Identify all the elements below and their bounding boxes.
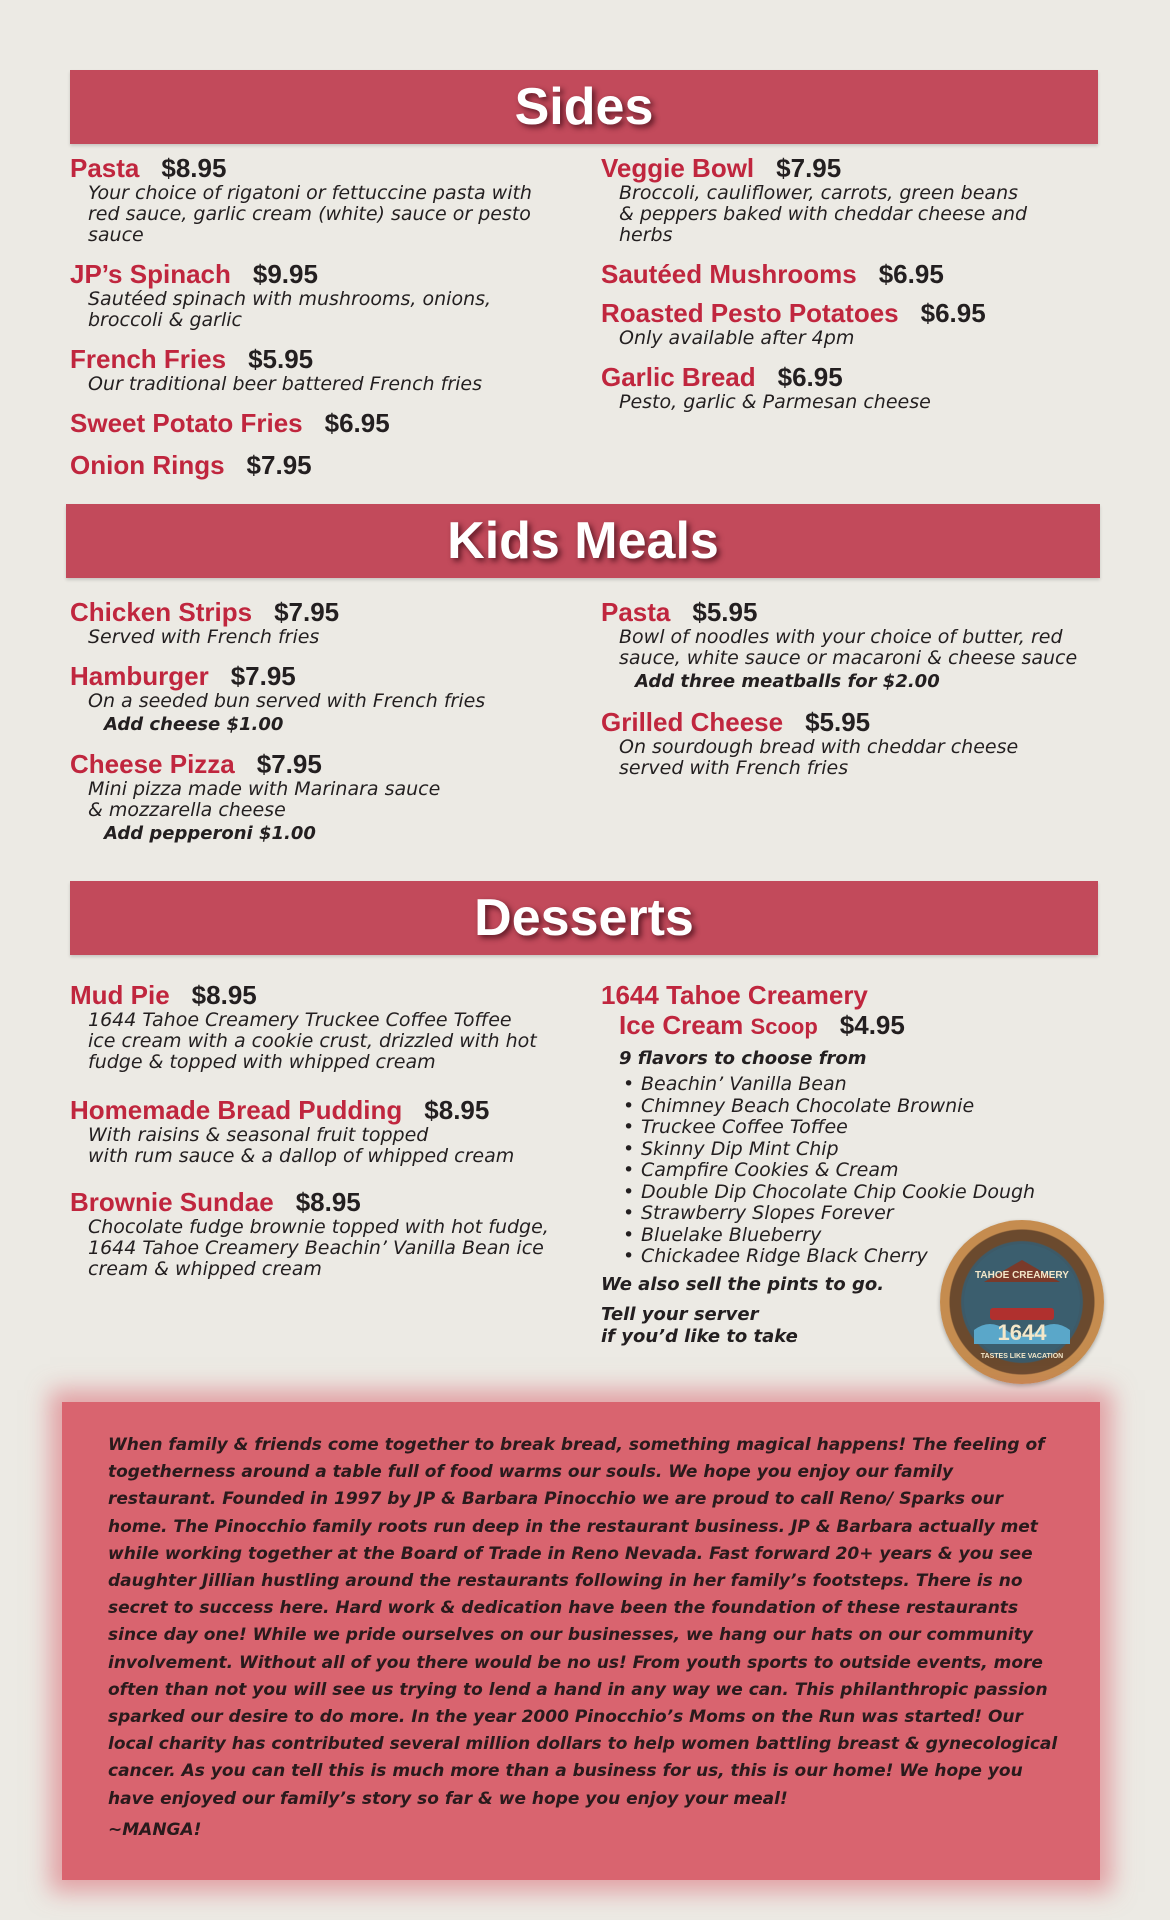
pints-note: We also sell the pints to go. [601,1273,885,1295]
sides-banner [70,70,1098,144]
kids-left-column [70,597,610,857]
menu-item [70,661,610,738]
item-price: $5.95 [692,597,758,627]
item-description: Our traditional beer battered French fries [88,373,482,395]
desserts-banner [70,881,1098,955]
item-price: $6.95 [878,259,944,289]
desserts-title: Desserts [474,889,694,947]
item-description: On sourdough bread with cheddar cheese served with French fries [619,736,1019,779]
creamery-price: $4.95 [839,1010,905,1040]
menu-item [70,344,610,395]
item-price: $8.95 [161,153,227,183]
menu-item [601,298,1141,349]
menu-item [70,259,610,331]
creamery-title [601,980,1141,1010]
item-description: Bowl of noodles with your choice of butter, red sauce, white sauce or macaroni & cheese sauce [619,626,1078,669]
item-name: Pasta [601,597,671,627]
list-item: • Chickadee Ridge Black Cherry [619,1246,1141,1268]
menu-item [70,980,610,1073]
item-price: $7.95 [256,749,322,779]
list-item: • Bluelake Blueberry [619,1225,1141,1247]
sides-left-column [70,153,610,493]
item-price: $7.95 [246,450,312,480]
list-item: • Strawberry Slopes Forever [619,1203,1141,1225]
item-name: Chicken Strips [70,597,253,627]
item-description: Chocolate fudge brownie topped with hot fudge, 1644 Tahoe Creamery Beachin’ Vanilla Bean ice cream & whipped cream [88,1216,549,1280]
item-price: $8.95 [424,1095,490,1125]
item-name: Sautéed Mushrooms [601,259,857,289]
kids-right-column [601,597,1141,797]
item-price: $7.95 [776,153,842,183]
item-addon: Add pepperoni $1.00 [104,823,316,844]
menu-item [70,597,610,648]
item-name: Onion Rings [70,450,225,480]
family-story-text: When family & friends come together to break bread, something magical happens! The feeling of togetherness around a table full of food warms our souls. We hope you enjoy our family restaurant. Founded in 1997 by JP & Barbara Pinocchio we are proud to call Reno/ Sparks our home. The Pinocchio family roots run deep in the restaurant business. JP & Barbara actually met while working together at the Board of Trade in Reno Nevada. Fast forward 20+ years & you see daughter Jillian hustling around the restaurants following in her family’s footsteps. There is no secret to success here. Hard work & dedication have been the foundation of these restaurants since day one! While we pride ourselves on our businesses, we hang our hats on our community involvement. Without all of you there would be no us! From youth sports to outside events, more often than not you will see us trying to lend a hand in any way we can. This philanthropic passion sparked our desire to do more. In the year 2000 Pinocchio’s Moms on the Run was started! Our local charity has contributed several million dollars to help women battling breast & gynecological cancer. As you can tell this is much more than a business for us, this is our home! We hope you have enjoyed our family’s story so far & we hope you enjoy your meal! [108,1435,1058,1809]
menu-item [601,597,1141,695]
item-price: $6.95 [920,298,986,328]
item-price: $5.95 [805,707,871,737]
item-name: Sweet Potato Fries [70,408,303,438]
item-description: Served with French fries [88,626,320,648]
kids-banner [66,504,1100,578]
creamery-line1: 1644 Tahoe Creamery [601,980,868,1010]
flavors-heading: 9 flavors to choose from [619,1048,867,1069]
item-name: Homemade Bread Pudding [70,1095,403,1125]
list-item: • Double Dip Chocolate Chip Cookie Dough [619,1182,1141,1204]
menu-item [601,259,1141,289]
menu-item [70,1095,610,1167]
item-name: Brownie Sundae [70,1187,274,1217]
item-price: $7.95 [230,661,296,691]
item-name: Grilled Cheese [601,707,784,737]
item-name: JP’s Spinach [70,259,231,289]
item-price: $9.95 [252,259,318,289]
item-price: $6.95 [777,362,843,392]
creamery-subtitle-line [619,1010,1141,1042]
item-description: With raisins & seasonal fruit topped with rum sauce & a dallop of whipped cream [88,1124,515,1167]
logo-top-text: TAHOE CREAMERY [975,1270,1069,1281]
item-price: $5.95 [248,344,314,374]
creamery-scoop: Scoop [750,1014,818,1039]
server-note-1: Tell your server [601,1303,759,1325]
sides-title: Sides [514,78,654,136]
item-name: Roasted Pesto Potatoes [601,298,899,328]
list-item: • Skinny Dip Mint Chip [619,1139,1141,1161]
menu-item [601,153,1141,246]
menu-item [70,749,610,847]
item-addon: Add three meatballs for $2.00 [635,671,940,692]
item-description: Sautéed spinach with mushrooms, onions, broccoli & garlic [88,288,492,331]
item-description: 1644 Tahoe Creamery Truckee Coffee Toffee ice cream with a cookie crust, drizzled with hot fudge & topped with whipped cream [88,1009,537,1073]
server-note-2: if you’d like to take [601,1325,798,1347]
list-item: • Campfire Cookies & Cream [619,1160,1141,1182]
creamery-line2: Ice Cream [619,1010,744,1040]
item-addon: Add cheese $1.00 [104,714,284,735]
menu-item [601,362,1141,413]
item-price: $6.95 [324,408,390,438]
signature: ~MANGA! [108,1820,202,1840]
item-name: Pasta [70,153,140,183]
item-description: Your choice of rigatoni or fettuccine pasta with red sauce, garlic cream (white) sauce or pesto sauce [88,182,532,246]
kids-title: Kids Meals [447,512,719,570]
item-name: Hamburger [70,661,209,691]
menu-item [70,408,610,438]
item-name: Garlic Bread [601,362,756,392]
item-name: Veggie Bowl [601,153,755,183]
menu-item [70,153,610,246]
item-name: French Fries [70,344,227,374]
list-item: • Chimney Beach Chocolate Brownie [619,1096,1141,1118]
item-price: $7.95 [274,597,340,627]
item-price: $8.95 [191,980,257,1010]
logo-number: 1644 [997,1320,1047,1345]
list-item: • Truckee Coffee Toffee [619,1117,1141,1139]
item-description: Mini pizza made with Marinara sauce & mozzarella cheese [88,778,441,821]
item-name: Mud Pie [70,980,170,1010]
logo-graphic [940,1220,1104,1384]
logo-bottom-text: TASTES LIKE VACATION [980,1353,1064,1360]
item-description: Pesto, garlic & Parmesan cheese [619,391,931,413]
item-name: Cheese Pizza [70,749,235,779]
item-description: Broccoli, cauliflower, carrots, green beans & peppers baked with cheddar cheese and herbs [619,182,1028,246]
list-item: • Beachin’ Vanilla Bean [619,1074,1141,1096]
menu-item [601,707,1141,779]
item-description: Only available after 4pm [619,327,855,349]
menu-item [70,450,610,480]
item-price: $8.95 [295,1187,361,1217]
menu-item [70,1187,610,1280]
family-story-box [62,1402,1100,1880]
item-description: On a seeded bun served with French fries [88,690,486,712]
sides-right-column [601,153,1141,433]
desserts-left-column [70,980,610,1290]
tahoe-creamery-logo [940,1220,1104,1384]
